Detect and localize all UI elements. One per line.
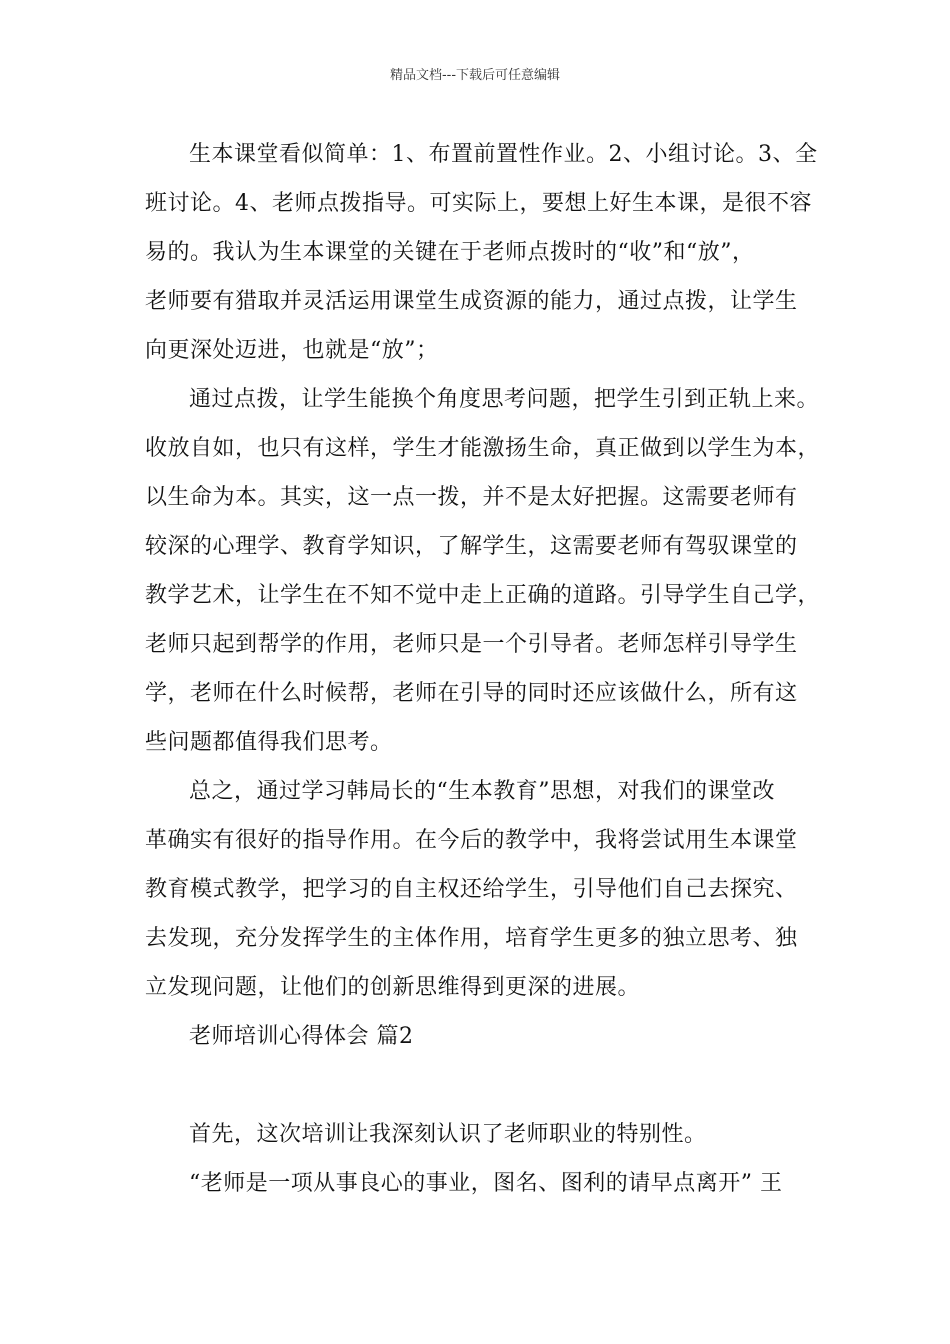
blank-space bbox=[145, 1061, 810, 1110]
section-title: 老师培训心得体会 篇2 bbox=[189, 1024, 414, 1049]
paragraph-line: 教育模式教学，把学习的自主权还给学生，引导他们自己去探究、 bbox=[145, 877, 798, 902]
paragraph-line: 收放自如，也只有这样，学生才能激扬生命，真正做到以学生为本， bbox=[145, 436, 821, 461]
paragraph-line: 教学艺术，让学生在不知不觉中走上正确的道路。引导学生自己学， bbox=[145, 583, 821, 608]
paragraph-line: 以生命为本。其实，这一点一拨，并不是太好把握。这需要老师有 bbox=[145, 485, 798, 510]
paragraph-line: 革确实有很好的指导作用。在今后的教学中，我将尝试用生本课堂 bbox=[145, 828, 798, 853]
paragraph-line: 去发现，充分发挥学生的主体作用，培育学生更多的独立思考、独 bbox=[145, 926, 798, 951]
paragraph-first-line: 首先，这次培训让我深刻认识了老师职业的特别性。 bbox=[189, 1122, 707, 1147]
paragraph-line: 立发现问题，让他们的创新思维得到更深的进展。 bbox=[145, 975, 641, 1000]
quote-line: “老师是一项从事良心的事业，图名、图利的请早点离开” 王 bbox=[189, 1171, 783, 1196]
paragraph-line: 老师只起到帮学的作用，老师只是一个引导者。老师怎样引导学生 bbox=[145, 632, 798, 657]
paragraph-first-line: 生本课堂看似简单：1、布置前置性作业。2、小组讨论。3、全 bbox=[189, 142, 818, 167]
paragraph-first-line: 通过点拨，让学生能换个角度思考问题，把学生引到正轨上来。 bbox=[189, 387, 820, 412]
document-body bbox=[145, 130, 821, 1208]
paragraph-first-line: 总之，通过学习韩局长的“生本教育”思想，对我们的课堂改 bbox=[189, 779, 775, 804]
page-header: 精品文档---下载后可任意编辑 bbox=[389, 68, 561, 83]
paragraph-line: 些问题都值得我们思考。 bbox=[145, 730, 393, 755]
paragraph-line: 易的。我认为生本课堂的关键在于老师点拨时的“收”和“放”， bbox=[145, 240, 755, 265]
paragraph-line: 班讨论。4、老师点拨指导。可实际上，要想上好生本课，是很不容 bbox=[145, 191, 812, 216]
paragraph-line: 老师要有猎取并灵活运用课堂生成资源的能力，通过点拨，让学生 bbox=[145, 289, 798, 314]
paragraph-line: 向更深处迈进，也就是“放”； bbox=[145, 338, 439, 363]
paragraph-line: 较深的心理学、教育学知识，了解学生，这需要老师有驾驭课堂的 bbox=[145, 534, 798, 559]
paragraph-line: 学，老师在什么时候帮，老师在引导的同时还应该做什么，所有这 bbox=[145, 681, 798, 706]
